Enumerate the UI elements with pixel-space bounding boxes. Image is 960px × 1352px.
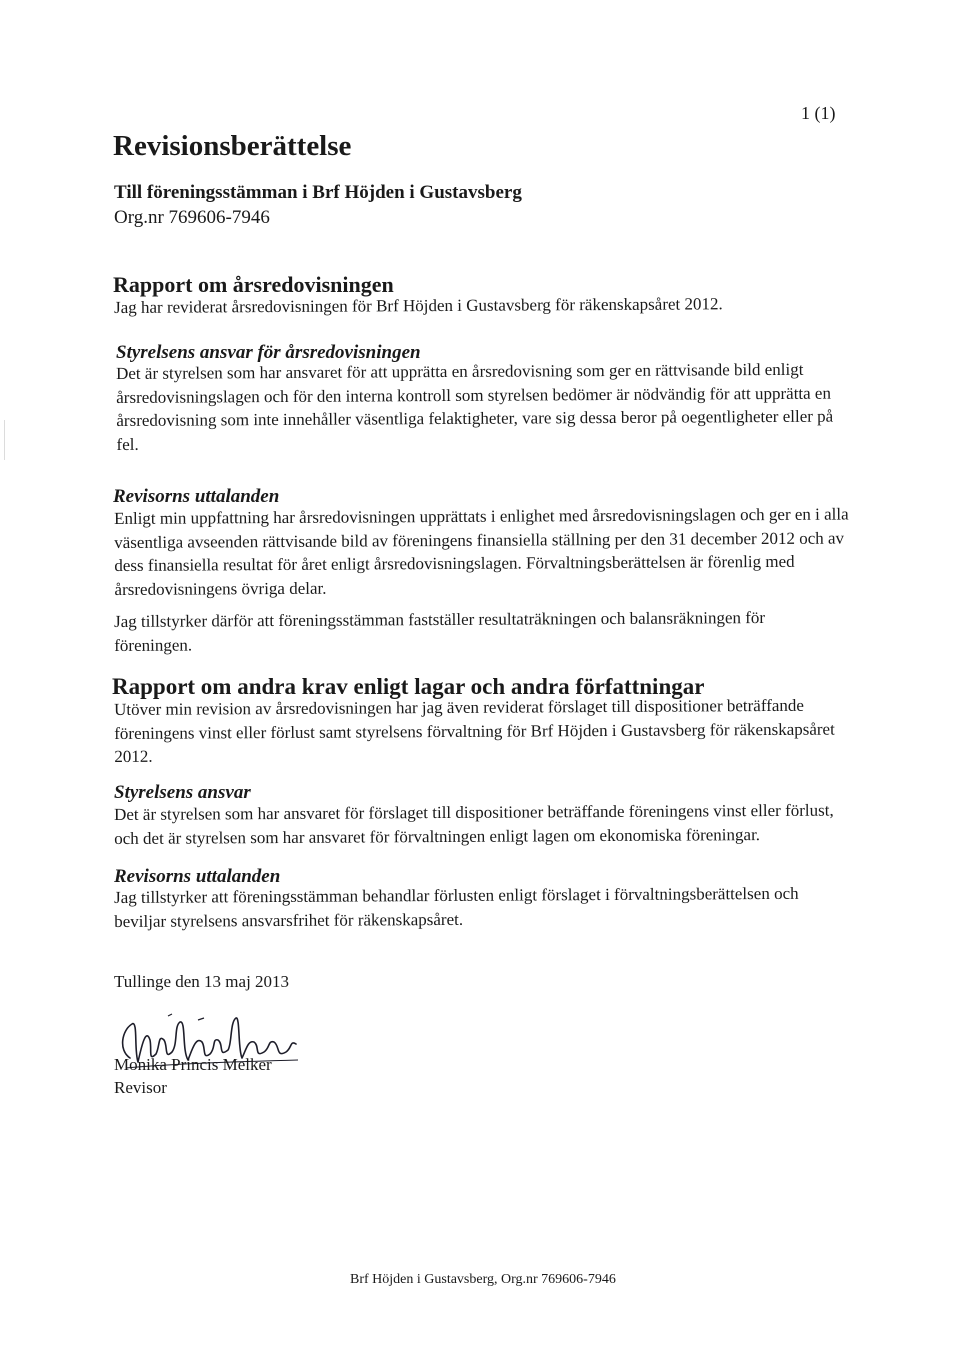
- paragraph-revisorns-uttalanden-2: Jag tillstyrker att föreningsstämman behandlar förlusten enligt förslaget i förvaltningsberättelsen och beviljar styrelsens ansvarsfrihet för räkenskapsåret.: [114, 883, 799, 931]
- organization-number: Org.nr 769606-7946: [114, 207, 270, 228]
- signer-name: Monika Princis Melker: [114, 1055, 272, 1074]
- section-intro-andra-krav: Utöver min revision av årsredovisningen har jag även reviderat förslaget till dispositioner beträffande föreningens vinst eller förlust samt styrelsens förvaltning för Brf Höjden i Gustavsberg för räkenskapsåret 2012.: [114, 695, 835, 766]
- paragraph-revisorns-uttalanden-1: Enligt min uppfattning har årsredovisningen upprättats i enlighet med årsredovisningslagen och ger en i alla väsentliga avseenden rättvisande bild av föreningens finansiella ställning per den 31 december 2012 och av dess finansiella resultat för året enligt årsredovisningslagen. Förvaltningsberättelsen är förenlig med årsredovisningens övriga delar.: [114, 504, 849, 599]
- paragraph-tillstyrker-faststallande: Jag tillstyrker därför att föreningsstämman fastställer resultaträkningen och balansräkningen för föreningen.: [114, 608, 766, 655]
- addressee: Till föreningsstämman i Brf Höjden i Gustavsberg: [114, 182, 522, 203]
- subheading-revisorns-uttalanden-1: Revisorns uttalanden: [113, 486, 280, 507]
- paragraph-styrelsens-ansvar-arsredovisning: Det är styrelsen som har ansvaret för att upprätta en årsredovisning som ger en rättvisande bild enligt årsredovisningslagen och för den interna kontroll som styrelsen bedömer är nödvändig för att upprätta en årsredovisning som inte innehåller väsentliga felaktigheter, vare sig dessa beror på oegentligheter eller på fel.: [116, 359, 834, 454]
- subheading-revisorns-uttalanden-2: Revisorns uttalanden: [114, 866, 281, 887]
- page-footer: Brf Höjden i Gustavsberg, Org.nr 769606-7946: [350, 1272, 616, 1287]
- signer-role: Revisor: [114, 1078, 167, 1097]
- section-intro-arsredovisningen: Jag har reviderat årsredovisningen för Brf Höjden i Gustavsberg för räkenskapsåret 2012.: [114, 294, 723, 317]
- subheading-styrelsens-ansvar-arsredovisning: Styrelsens ansvar för årsredovisningen: [116, 342, 421, 363]
- section-heading-andra-krav: Rapport om andra krav enligt lagar och andra författningar: [112, 674, 705, 699]
- paragraph-styrelsens-ansvar: Det är styrelsen som har ansvaret för förslaget till dispositioner beträffande föreningens vinst eller förlust, och det är styrelsen som har ansvaret för förvaltningen enligt lagen om ekonomiska föreningar.: [114, 800, 834, 848]
- document-title: Revisionsberättelse: [113, 130, 352, 162]
- page-number: 1 (1): [801, 103, 836, 123]
- scan-margin-mark: [4, 420, 5, 460]
- section-heading-arsredovisningen: Rapport om årsredovisningen: [113, 272, 394, 297]
- place-and-date: Tullinge den 13 maj 2013: [114, 972, 290, 991]
- subheading-styrelsens-ansvar: Styrelsens ansvar: [114, 782, 251, 803]
